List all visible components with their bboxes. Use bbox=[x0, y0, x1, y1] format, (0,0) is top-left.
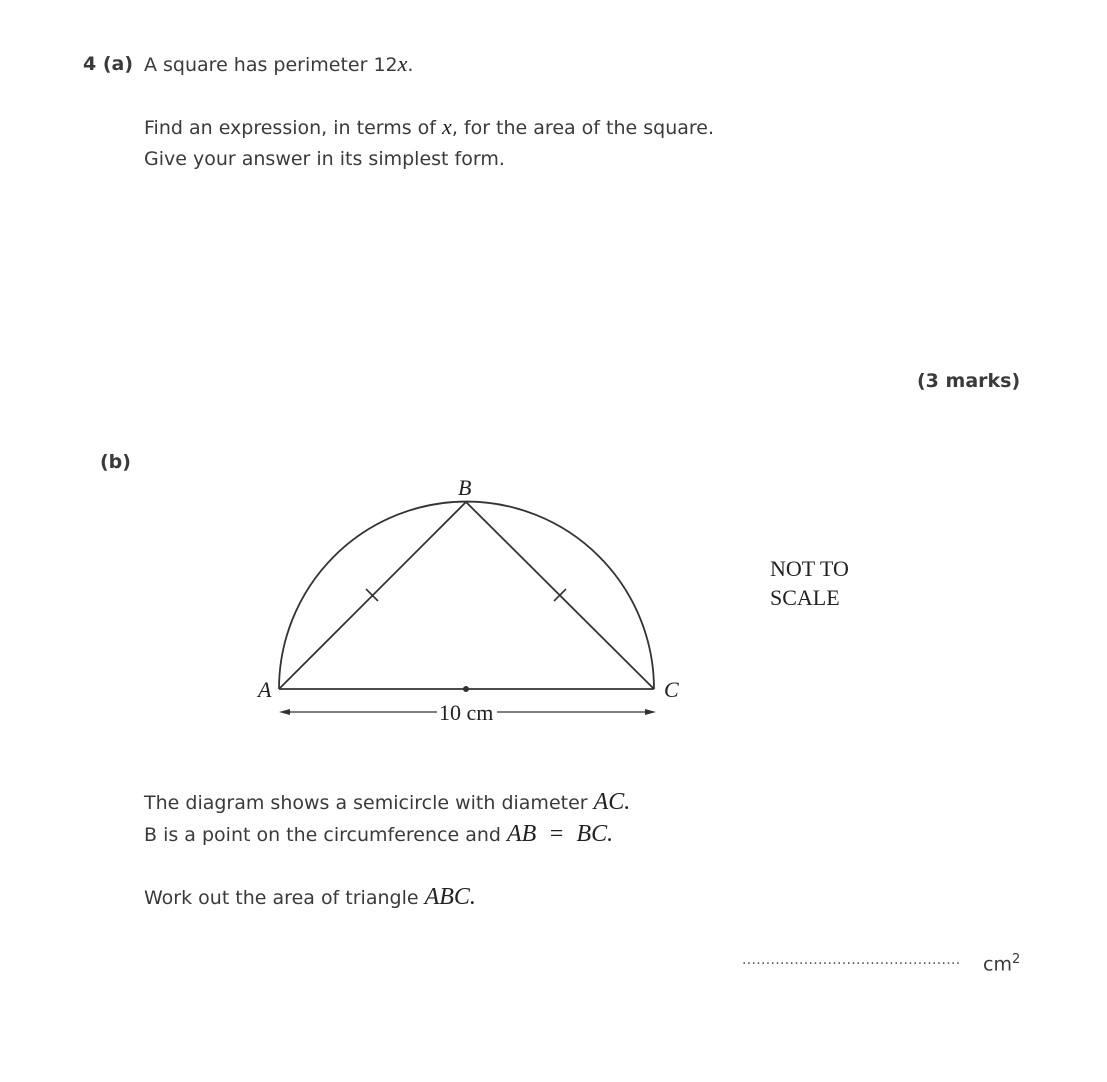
part-b-description-2-math: AB = BC. bbox=[506, 821, 614, 847]
part-b-description-1 bbox=[144, 790, 630, 815]
answer-line[interactable]: .............................................. bbox=[742, 952, 961, 968]
part-b-description-2 bbox=[144, 822, 613, 847]
part-b-description-1-math: AC. bbox=[593, 789, 631, 815]
answer-unit-power: 2 bbox=[1011, 952, 1021, 967]
part-a-intro-end: . bbox=[407, 54, 414, 76]
part-b-description-2-text: B is a point on the circumference and bbox=[144, 824, 507, 846]
dimension-arrow-right bbox=[645, 709, 656, 715]
part-a-instruction-start: Find an expression, in terms of bbox=[144, 117, 443, 139]
answer-unit bbox=[983, 948, 1020, 976]
part-a-simplest-form: Give your answer in its simplest form. bbox=[144, 148, 505, 170]
part-b-instruction bbox=[144, 885, 476, 910]
part-b-instruction-text: Work out the area of triangle bbox=[144, 887, 425, 909]
dimension-arrow-left bbox=[279, 709, 290, 715]
vertex-label-b: B bbox=[458, 475, 472, 500]
centre-point bbox=[463, 686, 469, 692]
part-a-instruction-end: , for the area of the square. bbox=[451, 117, 715, 139]
question-number: 4 (a) bbox=[83, 53, 134, 75]
not-to-scale-line-2: SCALE bbox=[770, 585, 840, 610]
answer-unit-text: cm bbox=[983, 953, 1012, 976]
part-b-description-1-text: The diagram shows a semicircle with diameter bbox=[144, 792, 594, 814]
vertex-label-a: A bbox=[258, 677, 272, 702]
semicircle-arc bbox=[279, 502, 654, 689]
not-to-scale-line-1: NOT TO bbox=[770, 556, 849, 581]
part-b-label: (b) bbox=[100, 451, 131, 473]
dimension-label: 10 cm bbox=[439, 700, 494, 725]
part-a-intro-text: A square has perimeter 12 bbox=[144, 54, 398, 76]
marks-label: (3 marks) bbox=[917, 370, 1021, 392]
part-b-instruction-math: ABC. bbox=[424, 884, 476, 910]
part-a-intro-variable: x bbox=[397, 51, 408, 76]
vertex-label-c: C bbox=[664, 677, 679, 702]
part-a-instruction-variable: x bbox=[442, 114, 452, 139]
